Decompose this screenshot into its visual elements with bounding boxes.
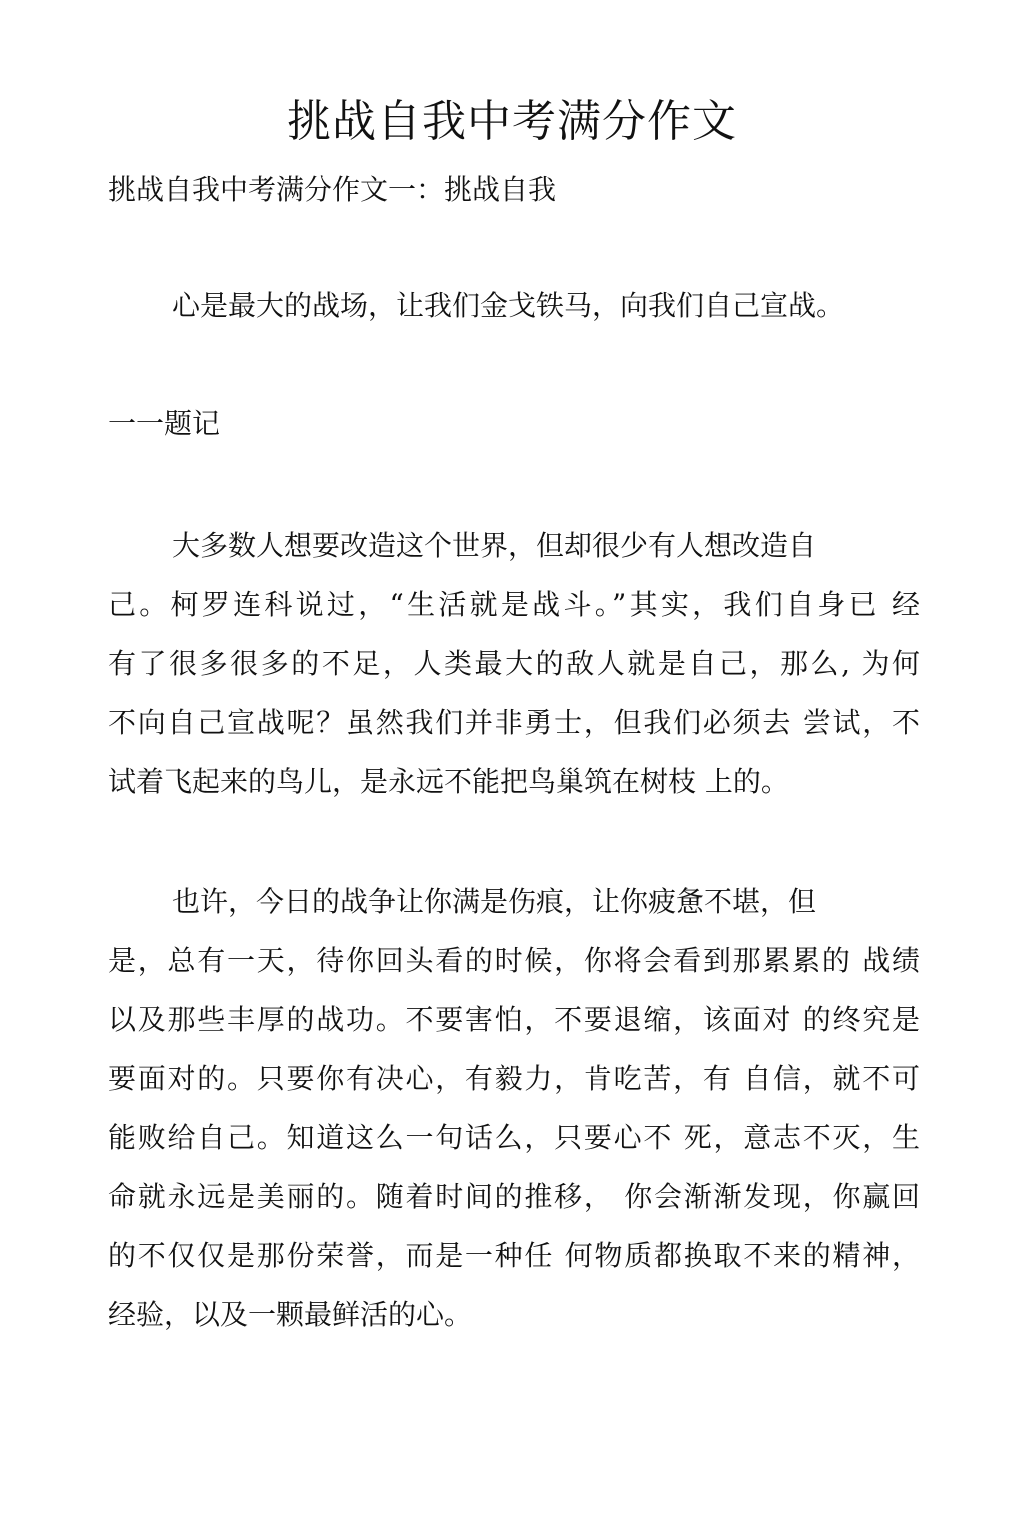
- paragraph-line: 不向自己宣战呢？虽然我们并非勇士，但我们必须去 尝试，不: [108, 706, 920, 739]
- epigraph: 心是最大的战场，让我们金戈铁马，向我们自己宣战。: [172, 289, 845, 322]
- document-title: 挑战自我中考满分作文: [287, 96, 737, 147]
- paragraph-line: 大多数人想要改造这个世界，但却很少有人想改造自: [172, 529, 817, 562]
- paragraph-line: 己。柯罗连科说过，“生活就是战斗。”其实，我们自身已 经: [108, 588, 920, 621]
- paragraph-line: 的不仅仅是那份荣誉，而是一种任 何物质都换取不来的精神，: [108, 1239, 920, 1272]
- body-paragraph-1: [108, 516, 920, 811]
- paragraph-line: 以及那些丰厚的战功。不要害怕，不要退缩，该面对 的终究是: [108, 1003, 920, 1036]
- paragraph-line: 也许，今日的战争让你满是伤痕，让你疲惫不堪，但: [172, 885, 817, 918]
- paragraph-line: 是，总有一天，待你回头看的时候，你将会看到那累累的 战绩: [108, 944, 920, 977]
- paragraph-line: 试着飞起来的鸟儿，是永远不能把鸟巢筑在树枝 上的。: [108, 765, 789, 798]
- paragraph-line: 命就永远是美丽的。随着时间的推移， 你会渐渐发现，你赢回: [108, 1180, 920, 1213]
- paragraph-line: 要面对的。只要你有决心，有毅力，肯吃苦，有 自信，就不可: [108, 1062, 920, 1095]
- document-subtitle: 挑战自我中考满分作文一：挑战自我: [108, 173, 557, 206]
- paragraph-line: 经验，以及一颗最鲜活的心。: [108, 1298, 473, 1331]
- paragraph-line: 有了很多很多的不足，人类最大的敌人就是自己，那么, 为何: [108, 647, 920, 680]
- epigraph-credit: 一一题记: [108, 407, 221, 440]
- body-paragraph-2: [108, 872, 920, 1344]
- paragraph-line: 能败给自己。知道这么一句话么，只要心不 死，意志不灭，生: [108, 1121, 920, 1154]
